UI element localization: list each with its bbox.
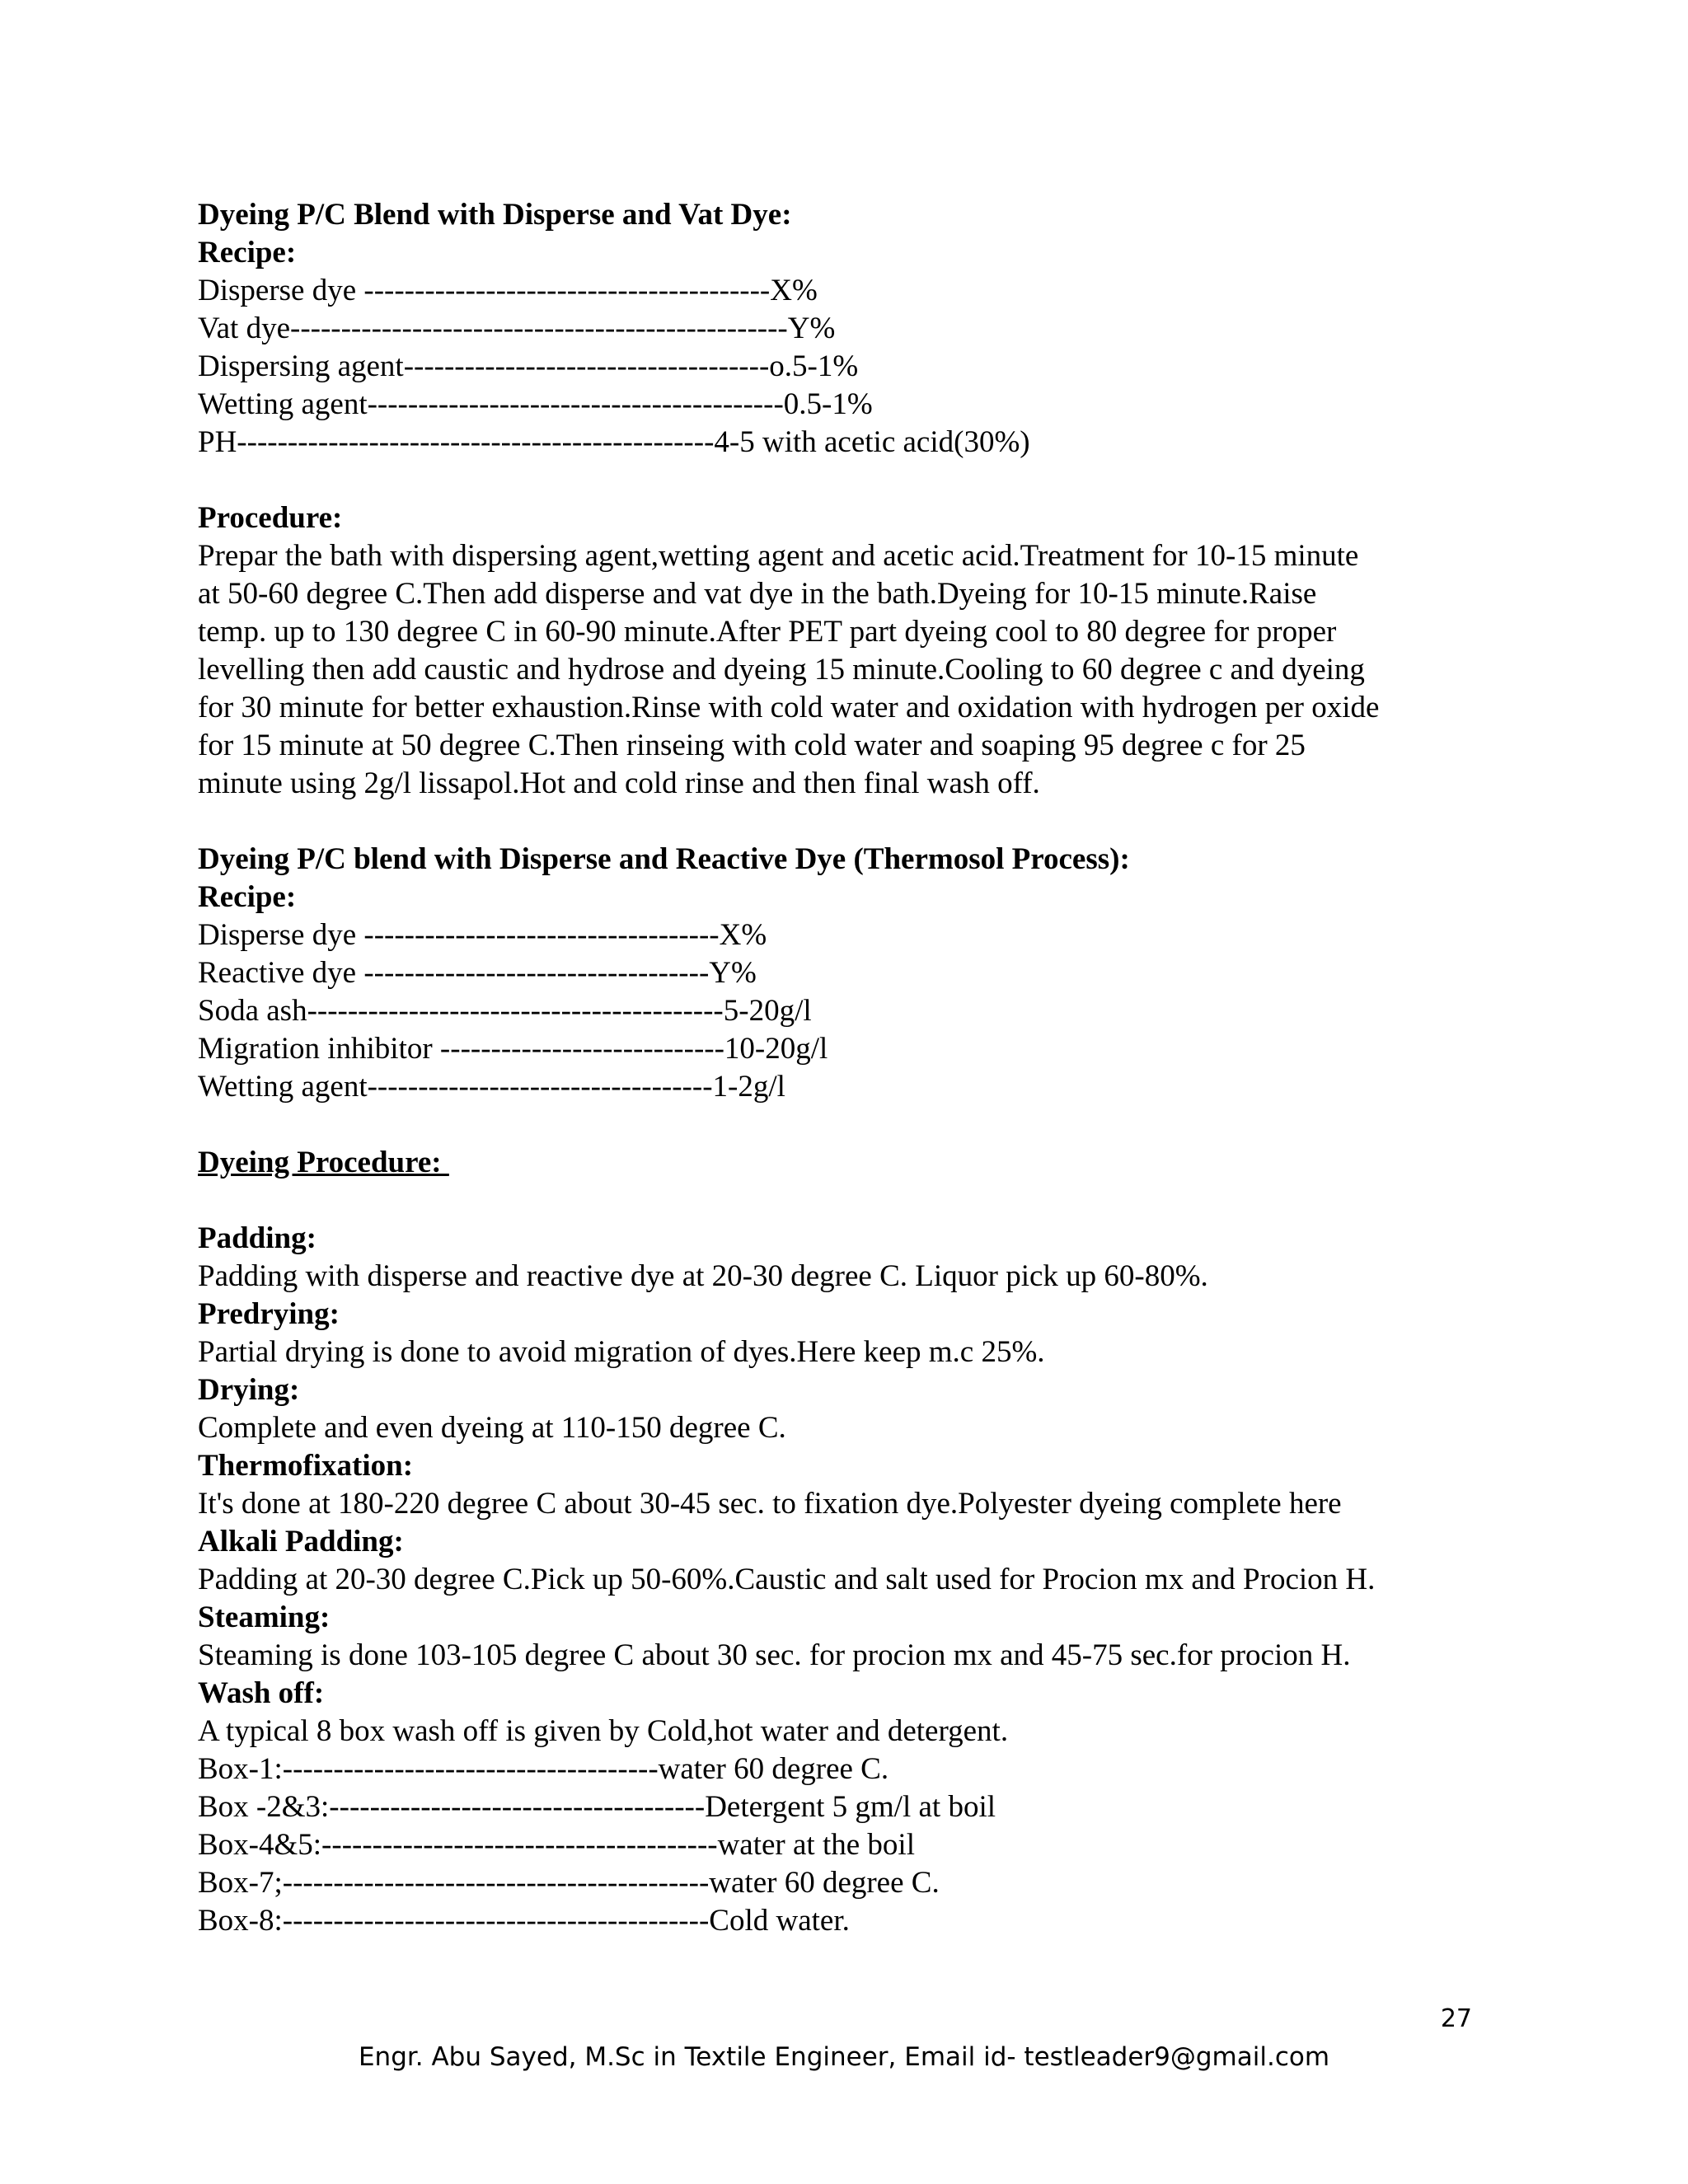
- wash-off-intro: A typical 8 box wash off is given by Cold,hot water and detergent.: [198, 1714, 1009, 1748]
- recipe-line: Dispersing agent------------------------------------o.5-1%: [198, 349, 859, 383]
- page-number: 27: [1440, 2004, 1472, 2033]
- wash-box-line: Box -2&3:-------------------------------------Detergent 5 gm/l at boil: [198, 1790, 996, 1824]
- recipe-line: PH-----------------------------------------------4-5 with acetic acid(30%): [198, 425, 1030, 459]
- wash-box-line: Box-1:-------------------------------------water 60 degree C.: [198, 1752, 889, 1786]
- recipe-line: Wetting agent----------------------------------1-2g/l: [198, 1070, 785, 1104]
- section2-title: Dyeing P/C blend with Disperse and Reactive Dye (Thermosol Process):: [198, 842, 1130, 876]
- step-text: It's done at 180-220 degree C about 30-45 sec. to fixation dye.Polyester dyeing complete here: [198, 1487, 1342, 1521]
- step-heading: Predrying:: [198, 1297, 340, 1331]
- section1-procedure-heading: Procedure:: [198, 501, 343, 535]
- step-text: Padding with disperse and reactive dye at 20-30 degree C. Liquor pick up 60-80%.: [198, 1259, 1208, 1293]
- step-heading: Alkali Padding:: [198, 1525, 404, 1558]
- procedure-line: temp. up to 130 degree C in 60-90 minute.After PET part dyeing cool to 80 degree for proper: [198, 615, 1337, 649]
- section1-recipe-heading: Recipe:: [198, 236, 297, 269]
- step-text: Complete and even dyeing at 110-150 degree C.: [198, 1411, 786, 1445]
- spacer: [198, 462, 1517, 499]
- wash-box-line: Box-8:------------------------------------------Cold water.: [198, 1904, 850, 1938]
- wash-off-heading: Wash off:: [198, 1676, 325, 1710]
- recipe-line: Disperse dye -----------------------------------X%: [198, 918, 767, 952]
- recipe-line: Reactive dye ----------------------------------Y%: [198, 956, 757, 990]
- step-heading: Drying:: [198, 1373, 300, 1407]
- dyeing-procedure-heading: Dyeing Procedure:: [198, 1146, 449, 1179]
- spacer: [198, 1106, 1517, 1144]
- recipe-line: Migration inhibitor ----------------------------10-20g/l: [198, 1032, 828, 1066]
- procedure-line: minute using 2g/l lissapol.Hot and cold rinse and then final wash off.: [198, 766, 1040, 800]
- step-text: Padding at 20-30 degree C.Pick up 50-60%.Caustic and salt used for Procion mx and Procion H.: [198, 1563, 1376, 1596]
- spacer: [198, 803, 1517, 841]
- procedure-line: Prepar the bath with dispersing agent,wetting agent and acetic acid.Treatment for 10-15 minute: [198, 539, 1359, 573]
- step-heading: Padding:: [198, 1221, 316, 1255]
- recipe-line: Soda ash-----------------------------------------5-20g/l: [198, 994, 812, 1028]
- spacer: [198, 1182, 1517, 1220]
- procedure-line: levelling then add caustic and hydrose and dyeing 15 minute.Cooling to 60 degree c and dyeing: [198, 653, 1365, 687]
- page-footer: Engr. Abu Sayed, M.Sc in Textile Engineer, Email id- testleader9@gmail.com: [358, 2042, 1330, 2072]
- wash-box-line: Box-7;------------------------------------------water 60 degree C.: [198, 1866, 940, 1900]
- procedure-line: for 30 minute for better exhaustion.Rinse with cold water and oxidation with hydrogen per oxide: [198, 691, 1380, 724]
- step-text: Partial drying is done to avoid migration of dyes.Here keep m.c 25%.: [198, 1335, 1045, 1369]
- wash-box-line: Box-4&5:---------------------------------------water at the boil: [198, 1828, 915, 1862]
- recipe-line: Wetting agent-----------------------------------------0.5-1%: [198, 387, 873, 421]
- step-text: Steaming is done 103-105 degree C about 30 sec. for procion mx and 45-75 sec.for procion H.: [198, 1638, 1351, 1672]
- step-heading: Thermofixation:: [198, 1449, 414, 1483]
- recipe-line: Vat dye-------------------------------------------------Y%: [198, 312, 836, 345]
- section1-title: Dyeing P/C Blend with Disperse and Vat Dye:: [198, 198, 792, 232]
- recipe-line: Disperse dye ----------------------------------------X%: [198, 274, 818, 307]
- page-content: [198, 196, 1517, 1940]
- step-heading: Steaming:: [198, 1601, 331, 1634]
- procedure-line: for 15 minute at 50 degree C.Then rinseing with cold water and soaping 95 degree c for 25: [198, 729, 1306, 762]
- procedure-line: at 50-60 degree C.Then add disperse and vat dye in the bath.Dyeing for 10-15 minute.Raise: [198, 577, 1317, 611]
- section2-recipe-heading: Recipe:: [198, 880, 297, 914]
